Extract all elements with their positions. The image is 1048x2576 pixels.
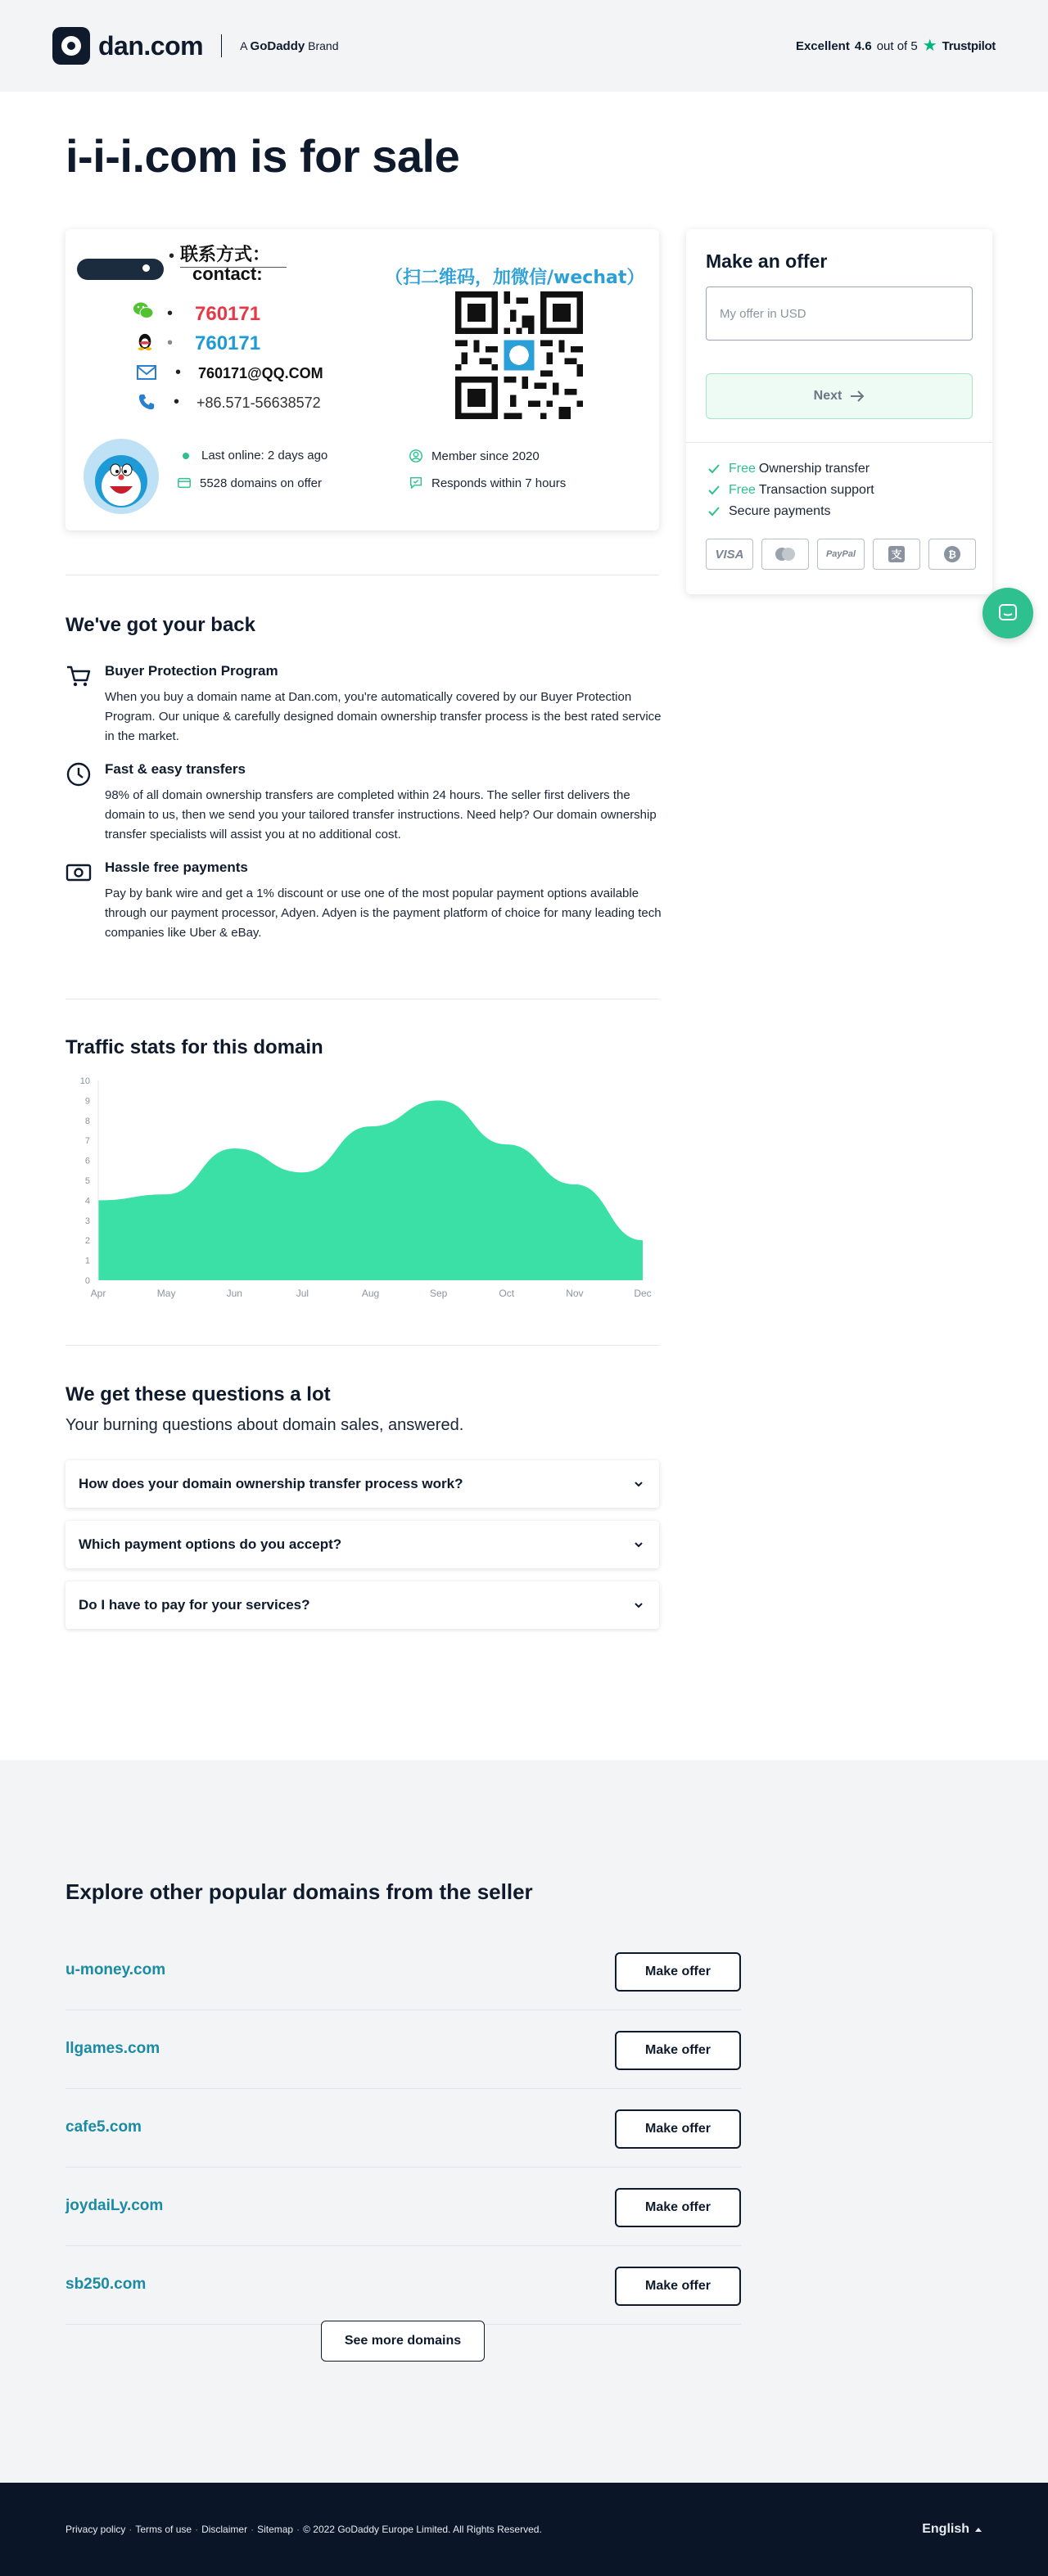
wechat-icon [133, 301, 154, 319]
page-title [66, 129, 459, 183]
back-item-title: Buyer Protection Program [105, 663, 278, 679]
buyer-protection-item [66, 663, 662, 753]
domain-link[interactable]: sb250.com [66, 2276, 147, 2293]
free-tag: Free [729, 483, 756, 497]
chat-message-icon [409, 476, 423, 490]
alipay-icon [873, 539, 920, 570]
response-time [409, 476, 566, 490]
faq-heading: We get these questions a lot [66, 1383, 331, 1405]
x-tick-label: Aug [361, 1288, 380, 1299]
domain-link[interactable]: u-money.com [66, 1961, 166, 1978]
y-tick-label: 7 [84, 1136, 90, 1147]
bullet: • [167, 305, 174, 323]
wechat-id: 760171 [195, 303, 261, 325]
free-tag: Free [729, 462, 756, 476]
footer-links [66, 2524, 542, 2535]
qq-id: 760171 [195, 332, 261, 354]
separator: · [129, 2524, 133, 2535]
domains-on-offer[interactable] [177, 476, 322, 490]
seller-card [66, 229, 659, 530]
svg-text:支: 支 [891, 549, 902, 562]
copyright: © 2022 GoDaddy Europe Limited. All Rights Reserved. [303, 2524, 542, 2535]
contact-title-en: contact: [192, 264, 263, 284]
feature-label: Transaction support [758, 483, 874, 497]
hassle-free-payments-item [66, 859, 662, 950]
make-offer-button[interactable]: Make offer [615, 2188, 741, 2227]
visa-icon: VISA [706, 539, 753, 570]
y-tick-label: 4 [84, 1196, 90, 1207]
phone-icon [136, 393, 157, 411]
bullet: • [169, 247, 175, 265]
site-header [0, 0, 1048, 92]
cart-icon [66, 663, 92, 689]
chevron-down-icon [633, 1539, 644, 1550]
y-tick-label: 3 [84, 1216, 90, 1226]
domain-row [66, 1932, 741, 2010]
make-offer-button[interactable]: Make offer [615, 2267, 741, 2306]
domain-list-icon [177, 476, 192, 490]
offer-amount-input[interactable] [706, 286, 973, 341]
seller-avatar [84, 439, 159, 514]
back-item-title: Hassle free payments [105, 859, 248, 875]
y-tick-label: 1 [84, 1256, 90, 1266]
member-since [409, 449, 540, 463]
live-chat-button[interactable] [982, 588, 1033, 638]
godaddy-name: GoDaddy [250, 38, 305, 53]
chevron-down-icon [633, 1478, 644, 1490]
contact-title-cn: 联系方式： [180, 245, 271, 265]
divider [66, 1345, 659, 1346]
sitemap-link[interactable]: Sitemap [257, 2524, 294, 2535]
terms-of-use-link[interactable]: Terms of use [135, 2524, 192, 2535]
separator: · [195, 2524, 199, 2535]
domains-on-offer-text: 5528 domains on offer [200, 476, 322, 490]
trust-out-of: out of 5 [876, 38, 918, 53]
godaddy-suffix: Brand [308, 38, 339, 52]
seller-banner-image [66, 229, 659, 426]
x-tick-label: Jul [296, 1288, 309, 1299]
next-label: Next [813, 389, 842, 403]
arrow-right-icon [850, 390, 865, 402]
brand-divider [221, 34, 222, 57]
bullet: • [167, 334, 174, 352]
bitcoin-icon [928, 539, 976, 570]
fast-transfers-item [66, 761, 659, 851]
check-icon [707, 505, 720, 518]
chevron-down-icon [633, 1599, 644, 1611]
x-tick-label: Jun [226, 1288, 242, 1299]
mastercard-icon [761, 539, 809, 570]
traffic-heading: Traffic stats for this domain [66, 1036, 323, 1058]
y-tick-label: 9 [84, 1096, 90, 1107]
trustpilot-rating[interactable] [796, 38, 996, 54]
brand-logo[interactable] [52, 27, 338, 65]
contact-pill [77, 259, 164, 280]
chat-icon [996, 602, 1019, 625]
faq-question: How does your domain ownership transfer process work? [79, 1476, 463, 1491]
separator: · [251, 2524, 255, 2535]
payment-methods [706, 539, 976, 570]
trustpilot-star-icon: ★ [922, 37, 937, 55]
trustpilot-brand: Trustpilot [942, 38, 996, 53]
user-circle-icon [409, 449, 423, 463]
caret-up-icon [974, 2526, 982, 2533]
faq-subtitle: Your burning questions about domain sales, answered. [66, 1416, 464, 1434]
separator: · [296, 2524, 300, 2535]
feature-secure-payments [707, 504, 831, 519]
explore-heading: Explore other popular domains from the seller [66, 1879, 533, 1904]
feature-label: Secure payments [729, 504, 831, 518]
qq-penguin-icon [134, 332, 156, 350]
domain-row [66, 2089, 741, 2168]
domain-row [66, 2168, 741, 2246]
see-more-domains-button[interactable]: See more domains [321, 2321, 485, 2362]
faq-item-transfer-process[interactable] [66, 1460, 659, 1508]
mail-icon [136, 363, 157, 381]
back-item-title: Fast & easy transfers [105, 761, 246, 777]
check-icon [707, 462, 720, 476]
next-button[interactable] [706, 373, 973, 419]
godaddy-tagline [240, 39, 338, 53]
y-tick-label: 5 [84, 1176, 90, 1186]
site-footer [0, 2483, 1048, 2576]
domain-row [66, 2010, 741, 2089]
domain-link[interactable]: joydaiLy.com [66, 2197, 164, 2214]
paypal-icon: PayPal [817, 539, 865, 570]
dan-logo-icon [52, 27, 90, 65]
faq-item-pay-for-services[interactable] [66, 1581, 659, 1629]
bullet: • [175, 363, 182, 381]
back-item-text: 98% of all domain ownership transfers are completed within 24 hours. The seller first delivers the domain to us, then we send you your tailored transfer instructions. Need help? Our domain ownership transfer specialists will assist you at no additional cost. [105, 788, 657, 841]
member-since-text: Member since 2020 [431, 449, 540, 463]
domain-link[interactable]: cafe5.com [66, 2118, 142, 2136]
traffic-chart [66, 1074, 659, 1303]
bullet: • [174, 393, 180, 411]
faq-question: Which payment options do you accept? [79, 1536, 342, 1552]
check-icon [707, 484, 720, 497]
language-label: English [922, 2522, 969, 2536]
brand-name: dan.com [98, 30, 204, 61]
x-tick-label: Apr [90, 1288, 106, 1299]
feature-ownership-transfer [707, 462, 870, 476]
make-offer-button[interactable]: Make offer [615, 1952, 741, 1992]
explore-section [0, 1760, 1048, 2483]
language-selector[interactable] [922, 2522, 982, 2537]
qr-caption: （扫二维码，加微信/wechat） [385, 268, 645, 288]
privacy-policy-link[interactable]: Privacy policy [66, 2524, 126, 2535]
y-tick-label: 10 [79, 1076, 90, 1086]
y-tick-label: 6 [84, 1156, 90, 1166]
x-tick-label: Dec [634, 1288, 652, 1299]
domain-link[interactable]: llgames.com [66, 2040, 160, 2057]
make-offer-panel [686, 229, 992, 594]
contact-phone: +86.571-56638572 [196, 395, 321, 411]
x-tick-label: Sep [429, 1288, 448, 1299]
offer-divider [686, 442, 992, 443]
x-tick-label: Nov [566, 1288, 584, 1299]
last-online [178, 449, 328, 462]
traffic-area-series [98, 1100, 643, 1280]
back-item-text: When you buy a domain name at Dan.com, you're automatically covered by our Buyer Protection Program. Our unique & carefully designed domain ownership transfer process is the best rated service in the market. [105, 690, 662, 743]
back-item-text: Pay by bank wire and get a 1% discount or use one of the most popular payment options available through our payment processor, Adyen. Adyen is the payment platform of choice for many leading tech companies like Uber & eBay. [105, 886, 662, 940]
cash-icon [66, 859, 92, 886]
wechat-qr-code [455, 291, 583, 419]
y-tick-label: 2 [84, 1236, 90, 1247]
x-tick-label: May [156, 1288, 176, 1299]
title-suffix: is for sale [237, 130, 460, 182]
response-time-text: Responds within 7 hours [431, 476, 567, 490]
title-domain: i-i-i.com [66, 130, 238, 182]
clock-icon [66, 761, 92, 787]
last-online-text: Last online: 2 days ago [201, 449, 328, 462]
faq-item-payment-options[interactable] [66, 1521, 659, 1568]
online-status-dot [183, 453, 189, 459]
y-tick-label: 8 [84, 1116, 90, 1126]
trust-score: 4.6 [854, 38, 872, 53]
feature-label: Ownership transfer [758, 462, 870, 476]
x-tick-label: Oct [499, 1288, 515, 1299]
disclaimer-link[interactable]: Disclaimer [201, 2524, 248, 2535]
svg-text:₿: ₿ [948, 548, 956, 561]
faq-question: Do I have to pay for your services? [79, 1597, 310, 1613]
contact-email: 760171@QQ.COM [198, 365, 323, 381]
y-tick-label: 0 [84, 1276, 90, 1286]
make-offer-button[interactable]: Make offer [615, 2031, 741, 2070]
trust-excellent: Excellent [795, 38, 850, 53]
make-offer-button[interactable]: Make offer [615, 2109, 741, 2149]
back-heading: We've got your back [66, 614, 255, 636]
make-offer-heading: Make an offer [706, 250, 828, 272]
feature-transaction-support [707, 483, 874, 498]
domain-row [66, 2246, 741, 2325]
godaddy-prefix: A [240, 38, 247, 52]
